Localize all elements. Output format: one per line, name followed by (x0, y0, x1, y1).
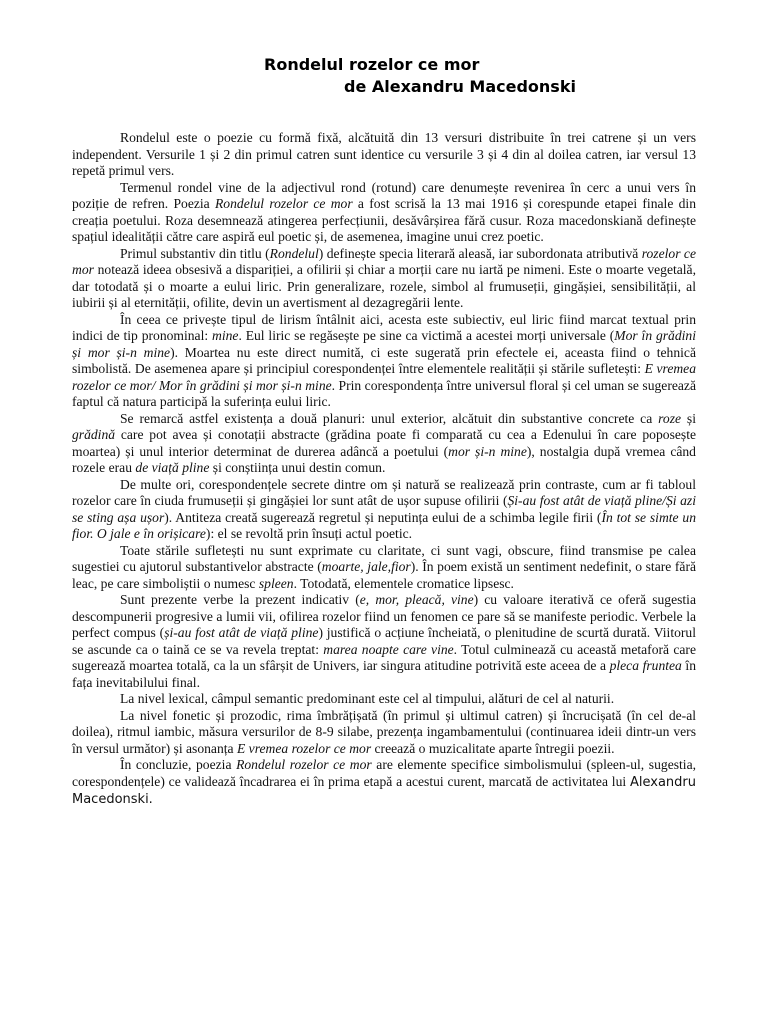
italic-phrase: și-au fost atât de viață pline (164, 625, 319, 640)
italic-phrase: grădină (72, 427, 116, 442)
text-run: . Eul liric se regăsește pe sine ca victimă a acestei morți universale ( (238, 328, 615, 343)
text-run: La nivel lexical, câmpul semantic predominant este cel al timpului, alături de cel al naturii. (120, 691, 615, 706)
title-line-2: de Alexandru Macedonski (344, 77, 576, 96)
italic-phrase: mor și-n mine (448, 443, 527, 459)
paragraph-4 (72, 312, 696, 411)
italic-phrase: pleca fruntea (609, 658, 682, 673)
text-run: Se remarcă astfel existența a două planuri: unul exterior, alcătuit din substantive concrete ca (120, 410, 659, 426)
text-run: Alexandru Macedonski. (72, 774, 696, 807)
paragraph-10 (72, 708, 696, 758)
italic-phrase: de viață pline (135, 460, 210, 475)
text-run: și (681, 410, 696, 426)
text-run: Rondelul este o poezie cu formă fixă, alcătuită din 13 versuri distribuite în trei catrene și un vers independent. Versurile 1 și 2 din primul catren sunt identice cu versurile 3 și 4 din al doilea catren, iar versul 13 repetă primul vers. (72, 130, 696, 178)
text-run: creează o muzicalitate aparte întregii poezii. (371, 740, 615, 756)
text-run: Termenul rondel vine de la adjectivul rond (rotund) care denumește revenirea în cerc a unui vers în poziție de refren. Poezia (72, 179, 696, 211)
italic-phrase: Rondelul rozelor ce mor (215, 196, 353, 211)
paragraph-8 (72, 592, 696, 691)
text-run: În concluzie, poezia (120, 757, 237, 772)
paragraph-11 (72, 757, 696, 809)
text-run: ) justifică o acțiune încheiată, o plenitudine de scurtă durată. Viitorul se ascunde ca o taină ce se va revela treptat: (72, 625, 696, 657)
italic-phrase: Mor în grădini și mor și-n mine (72, 328, 697, 360)
text-run: . Totul culminează cu această metaforă care sugerează moartea totală, ca la un sfârșit de Univers, iar singura atitudine potrivită este aceea de a (72, 641, 696, 673)
text-run: De multe ori, corespondențele secrete dintre om și natură se realizează prin contraste, cum ar fi tabloul rozelor care în ciuda frumuseții și gingășiei lor sunt atât de ușor supuse ofilirii ( (72, 476, 696, 508)
document-body (72, 130, 696, 809)
italic-phrase: marea noapte care vine (323, 641, 454, 657)
text-run: Toate stările sufletești nu sunt exprimate cu claritate, ci sunt vagi, obscure, fiind transmise pe calea sugestiei cu ajutorul substantivelor abstracte ( (72, 542, 696, 574)
paragraph-7 (72, 543, 696, 593)
text-run: ): el se revoltă prin însuți actul poetic. (205, 526, 413, 541)
italic-phrase: E vremea rozelor ce mor/ Mor în grădini și mor și-n mine (72, 361, 696, 393)
text-run: notează ideea obsesivă a dispariției, a ofilirii și chiar a morții care nu iartă pe nimeni. Este o moarte vegetală, dar totodată și o moarte a eului liric. Prin generalizare, rozele, simbol al frumuseții, gingășiei, sensibilității, al iubirii și al eternității, ofilite, devin un avertisment al dezagregării lente. (72, 262, 696, 310)
text-run: în fața inevitabilului final. (72, 658, 696, 690)
text-run: a fost scrisă la 13 mai 1916 și corespunde etapei finale din creația poetului. Roza desemnează atingerea perfecțiunii, desăvârșirea fără cusur. Roza macedonskiană definește spațiul idealității către care aspiră eul poetic și, de asemenea, imagine unui crez poetic. (72, 196, 696, 244)
text-run: Sunt prezente verbe la prezent indicativ ( (120, 592, 360, 607)
italic-phrase: roze (658, 410, 682, 426)
text-run: . Totodată, elementele cromatice lipsesc. (293, 575, 514, 591)
text-run: și conștiința unui destin comun. (209, 460, 386, 475)
text-run: ). În poem există un sentiment nedefinit, o stare fără leac, pe care simboliștii o numesc (72, 559, 697, 591)
italic-phrase: Rondelul (269, 245, 319, 261)
text-run: Primul substantiv din titlu ( (120, 245, 270, 261)
text-run: ). Antiteza creată sugerează regretul și neputința eului de a schimba legile firii ( (164, 509, 602, 525)
paragraph-9 (72, 691, 696, 708)
paragraph-3 (72, 246, 696, 312)
italic-phrase: În tot se simte un fior. O jale e în orișicare (72, 509, 696, 541)
italic-phrase: e, mor, pleacă, vine (359, 592, 474, 607)
italic-phrase: mine (212, 328, 239, 343)
text-run: care pot avea și conotații abstracte (grădina poate fi comparată cu cea a Edenului în care poposește moartea) și unul interior determinat de durerea adâncă a poetului ( (72, 427, 696, 459)
text-run: În ceea ce privește tipul de lirism întâlnit aici, acesta este subiectiv, eul liric fiind marcat textual prin indici de tip pronominal: (72, 311, 696, 343)
text-run: . Prin corespondența între universul floral și cel uman se sugerează faptul că natura participă la suferința eului liric. (72, 377, 696, 409)
paragraph-6 (72, 477, 696, 543)
text-run: La nivel fonetic și prozodic, rima îmbrățișată (în primul și ultimul catren) și încrucișată (în cel de-al doilea), ritmul iambic, măsura versurilor de 8-9 silabe, prezența ingambamentului (continuarea ideii dintr-un vers în versul următor) și asonanța (72, 707, 696, 756)
paragraph-2 (72, 180, 696, 246)
italic-phrase: rozelor ce mor (72, 245, 696, 277)
italic-phrase: spleen (258, 575, 294, 591)
title-line-1: Rondelul rozelor ce mor (264, 55, 480, 74)
italic-phrase: Și-au fost atât de viață pline/Și azi se sting așa ușor (72, 493, 696, 525)
text-run: ), nostalgia după vremea când rozele erau (72, 443, 696, 475)
italic-phrase: E vremea rozelor ce mor (236, 740, 372, 756)
text-run: are elemente specifice simbolismului (spleen-ul, sugestia, corespondențele) ce validează încadrarea ei în prima etapă a acestui curent, marcată de activitatea lui (72, 757, 697, 789)
italic-phrase: Rondelul rozelor ce mor (236, 757, 372, 772)
paragraph-1 (72, 130, 696, 180)
text-run: ) definește specia literară aleasă, iar subordonata atributivă (318, 245, 642, 261)
italic-phrase: moarte, jale,fior (321, 559, 411, 574)
paragraph-5 (72, 411, 696, 477)
text-run: ). Moartea nu este direct numită, ci este sugerată prin efectele ei, aceasta fiind o tehnică simbolistă. De asemenea apare și principiul corespondenței între elementele realității și stările sufletești: (72, 344, 696, 376)
text-run: ) cu valoare iterativă ce oferă sugestia descompunerii progresive a lumii vii, ofilirea rozelor fiind un fenomen ce pare să se manifeste periodic. Verbele la perfect compus ( (72, 592, 696, 640)
